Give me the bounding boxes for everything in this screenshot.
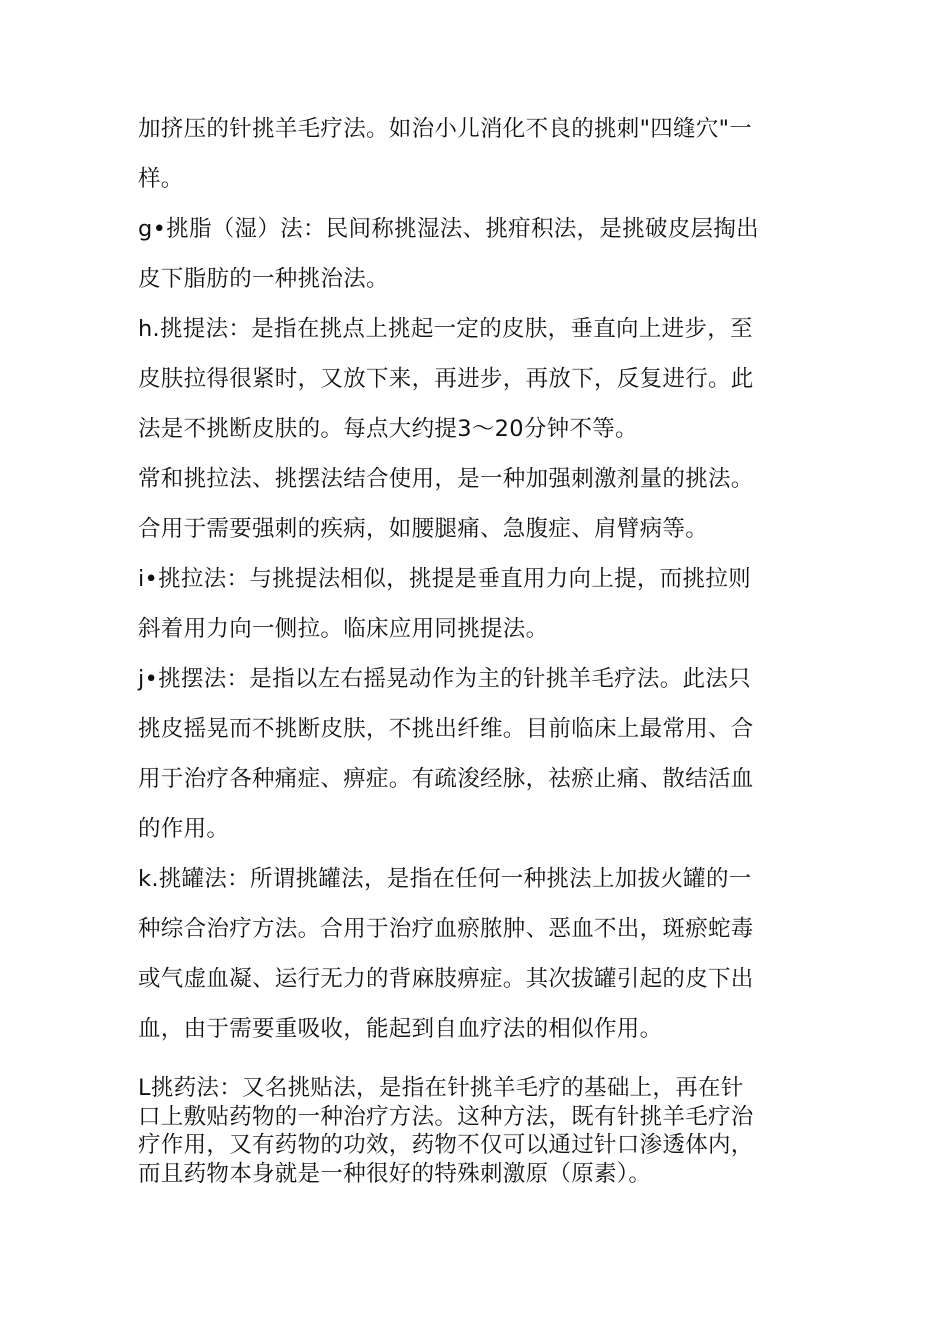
text-line: g•挑脂（湿）法：民间称挑湿法、挑疳积法，是挑破皮层掏出 (138, 216, 759, 242)
text-line: 用于治疗各种痛症、痹症。有疏浚经脉，祛瘀止痛、散结活血 (138, 766, 754, 792)
text-line: 常和挑拉法、挑摆法结合使用，是一种加强刺激剂量的挑法。 (138, 466, 754, 492)
paragraph-continuation (138, 104, 808, 204)
document-page (138, 104, 808, 1188)
text-line: 样。 (138, 166, 184, 192)
text-line: 的作用。 (138, 816, 230, 842)
text-line: k.挑罐法：所谓挑罐法，是指在任何一种挑法上加拔火罐的一 (138, 866, 752, 892)
paragraph-g (138, 204, 808, 304)
text-line: 种综合治疗方法。合用于治疗血瘀脓肿、恶血不出，斑瘀蛇毒 (138, 916, 754, 942)
text-line: 疗作用，又有药物的功效，药物不仅可以通过针口渗透体内， (138, 1132, 754, 1158)
text-line: 挑皮摇晃而不挑断皮肤，不挑出纤维。目前临床上最常用、合 (138, 716, 754, 742)
paragraph-h-continued (138, 454, 808, 554)
text-line: 法是不挑断皮肤的。每点大约提3〜20分钟不等。 (138, 416, 638, 442)
paragraph-i (138, 554, 808, 654)
text-line: h.挑提法：是指在挑点上挑起一定的皮肤，垂直向上进步，至 (138, 316, 753, 342)
paragraph-j (138, 654, 808, 854)
paragraph-h (138, 304, 808, 454)
text-line: 加挤压的针挑羊毛疗法。如治小儿消化不良的挑刺"四缝穴"一 (138, 116, 753, 142)
text-line: 血，由于需要重吸收，能起到自血疗法的相似作用。 (138, 1016, 663, 1042)
text-line: 皮下脂肪的一种挑治法。 (138, 266, 389, 292)
text-line: 或气虚血凝、运行无力的背麻肢痹症。其次拔罐引起的皮下出 (138, 966, 754, 992)
text-line: 斜着用力向一侧拉。临床应用同挑提法。 (138, 616, 549, 642)
text-line: i•挑拉法：与挑提法相似，挑提是垂直用力向上提，而挑拉则 (138, 566, 751, 592)
text-line: j•挑摆法：是指以左右摇晃动作为主的针挑羊毛疗法。此法只 (138, 666, 751, 692)
text-line: 而且药物本身就是一种很好的特殊刺激原（原素）。 (138, 1160, 652, 1187)
paragraph-l (138, 1074, 808, 1188)
paragraph-k (138, 854, 808, 1054)
text-line: 口上敷贴药物的一种治疗方法。这种方法，既有针挑羊毛疗治 (138, 1103, 754, 1130)
text-line: L挑药法：又名挑贴法，是指在针挑羊毛疗的基础上，再在针 (138, 1075, 744, 1101)
text-line: 合用于需要强刺的疾病，如腰腿痛、急腹症、肩臂病等。 (138, 516, 709, 542)
text-line: 皮肤拉得很紧时，又放下来，再进步，再放下，反复进行。此 (138, 366, 754, 392)
